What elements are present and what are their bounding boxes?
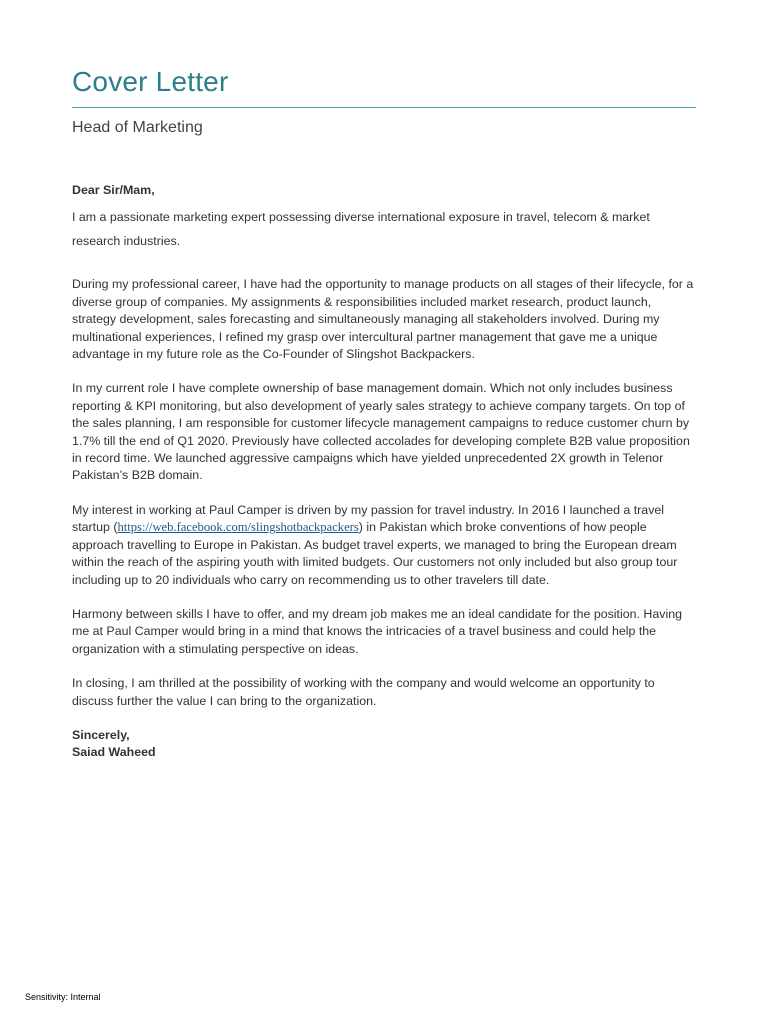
sensitivity-label: Sensitivity: Internal bbox=[25, 992, 101, 1002]
paragraph-current-role: In my current role I have complete ownership of base management domain. Which not only includes business reporting & KPI monitoring, but also development of yearly sales strategy to achieve company targets. On top of the sales planning, I am responsible for customer lifecycle management campaigns to reduce customer churn by 1.7% till the end of Q1 2020. Previously have collected accolades for developing complete B2B value proposition in record time. We launched aggressive campaigns which have yielded unprecedented 2X growth in Telenor Pakistan’s B2B domain. bbox=[72, 381, 690, 483]
paragraph-career: During my professional career, I have had the opportunity to manage products on all stages of their lifecycle, for a diverse group of companies. My assignments & responsibilities included market research, product launch, strategy development, sales forecasting and simultaneously managing all stakeholders involved. During my multinational experiences, I refined my grasp over intercultural partner management that gave me a unique advantage in my future role as the Co-Founder of Slingshot Backpackers. bbox=[72, 277, 694, 362]
letter-body bbox=[72, 182, 696, 762]
facebook-link[interactable]: https://web.facebook.com/slingshotbackpackers bbox=[117, 520, 359, 535]
document-title: Cover Letter bbox=[72, 66, 229, 97]
salutation: Dear Sir/Mam, bbox=[72, 183, 155, 197]
intro-paragraph: I am a passionate marketing expert possessing diverse international exposure in travel, telecom & market research industries. bbox=[72, 210, 650, 249]
paragraph-harmony: Harmony between skills I have to offer, and my dream job makes me an ideal candidate for the position. Having me at Paul Camper would bring in a mind that knows the intricacies of a travel business and could help the organization with a stimulating perspective on ideas. bbox=[72, 606, 682, 656]
signature-name: Saiad Waheed bbox=[72, 745, 156, 760]
paragraph-interest-end: ) in Pakistan which broke conventions of how people approach travelling to Europe in Pakistan. As budget travel experts, we managed to bring the European dream within the reach of the aspiring youth with limited budgets. Our customers not only included but also group tour including up to 20 individuals who carry on recommending us to other travelers till date. bbox=[72, 520, 678, 587]
paragraph-interest-start: My interest in working at Paul Camper is driven by my passion for travel industry. In 2016 I launched a travel startup ( bbox=[72, 502, 665, 535]
paragraph-interest bbox=[72, 502, 696, 589]
paragraph-closing: In closing, I am thrilled at the possibility of working with the company and would welcome an opportunity to discuss further the value I can bring to the organization. bbox=[72, 676, 655, 708]
document-subtitle: Head of Marketing bbox=[72, 119, 203, 136]
closing-line: Sincerely, bbox=[72, 727, 130, 742]
title-divider bbox=[72, 107, 696, 108]
